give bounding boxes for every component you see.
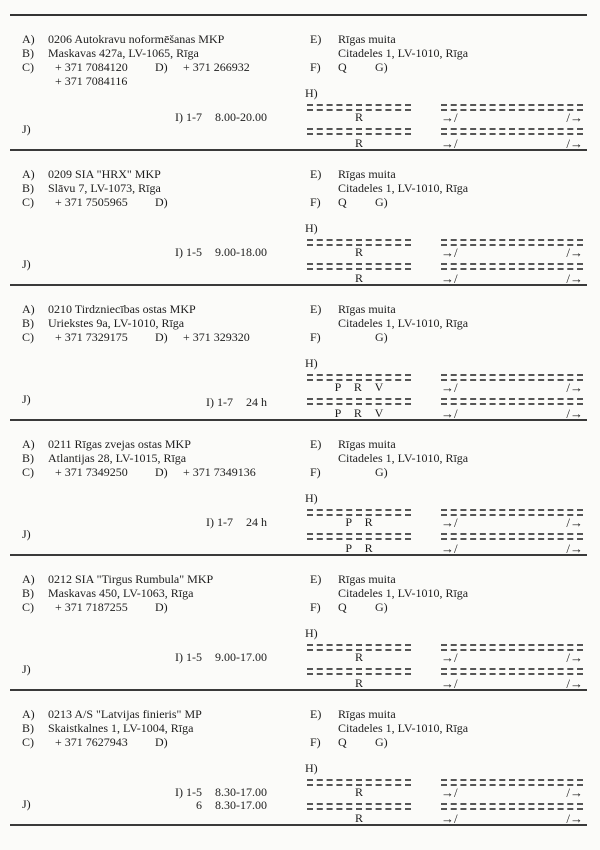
field-label-j: J) bbox=[22, 257, 31, 271]
field-label-e: E) bbox=[310, 707, 322, 721]
hours-time: 8.00-20.00 bbox=[215, 110, 267, 124]
dashed-line-right bbox=[441, 398, 583, 405]
dashed-line-right bbox=[441, 509, 583, 516]
f-value: Q bbox=[338, 60, 347, 74]
entry-left-column bbox=[10, 16, 305, 149]
entry-right-column bbox=[305, 151, 587, 284]
divider-dashed-row bbox=[305, 128, 587, 135]
working-hours bbox=[175, 246, 267, 259]
field-label-c: C) bbox=[22, 330, 34, 344]
dashed-line-right bbox=[441, 263, 583, 270]
field-label-c: C) bbox=[22, 465, 34, 479]
f-value: Q bbox=[338, 600, 347, 614]
divider-dashed-row bbox=[305, 398, 587, 405]
direction-arrows bbox=[441, 111, 583, 124]
customs-office-address: Citadeles 1, LV-1010, Rīga bbox=[338, 181, 469, 195]
field-label-j: J) bbox=[22, 122, 31, 136]
hours-time: 9.00-17.00 bbox=[215, 650, 267, 664]
hours-time: 8.30-17.00 bbox=[215, 785, 267, 799]
entry-right-column bbox=[305, 556, 587, 689]
field-label-i: I) bbox=[175, 650, 183, 664]
dashed-line-right bbox=[441, 779, 583, 786]
arrow-inbound-icon: /→ bbox=[566, 406, 583, 421]
field-label-a: A) bbox=[22, 572, 35, 586]
field-label-e: E) bbox=[310, 302, 322, 316]
point-name: 0211 Rīgas zvejas ostas MKP bbox=[48, 437, 191, 451]
direction-arrows bbox=[441, 516, 583, 529]
point-address: Maskavas 427a, LV-1065, Rīga bbox=[48, 46, 199, 60]
field-label-h: H) bbox=[305, 626, 318, 640]
service-codes: R bbox=[354, 136, 363, 150]
field-label-f: F) bbox=[310, 600, 321, 614]
arrow-outbound-icon: →/ bbox=[441, 650, 458, 665]
hours-time: 24 h bbox=[246, 515, 267, 529]
arrow-outbound-icon: →/ bbox=[441, 406, 458, 421]
f-value: Q bbox=[338, 735, 347, 749]
service-codes: R bbox=[354, 245, 363, 259]
phone-number: + 371 7349250 bbox=[55, 465, 128, 479]
phone-number: + 371 7505965 bbox=[55, 195, 128, 209]
field-label-g: G) bbox=[375, 330, 388, 344]
field-label-e: E) bbox=[310, 32, 322, 46]
field-label-g: G) bbox=[375, 735, 388, 749]
working-hours bbox=[175, 651, 267, 664]
field-label-a: A) bbox=[22, 707, 35, 721]
direction-arrows bbox=[441, 246, 583, 259]
field-label-h: H) bbox=[305, 356, 318, 370]
field-label-i: I) bbox=[206, 515, 214, 529]
dashed-line-right bbox=[441, 668, 583, 675]
arrow-outbound-icon: →/ bbox=[441, 811, 458, 826]
customs-office: Rīgas muita bbox=[338, 437, 396, 451]
field-label-b: B) bbox=[22, 181, 34, 195]
field-label-j: J) bbox=[22, 527, 31, 541]
customs-office: Rīgas muita bbox=[338, 302, 396, 316]
customs-office-address: Citadeles 1, LV-1010, Rīga bbox=[338, 721, 469, 735]
arrow-outbound-icon: →/ bbox=[441, 541, 458, 556]
hours-days: I) 1-7 bbox=[206, 395, 233, 409]
point-name: 0206 Autokravu noformēšanas MKP bbox=[48, 32, 225, 46]
arrow-inbound-icon: /→ bbox=[566, 811, 583, 826]
field-label-c: C) bbox=[22, 60, 34, 74]
field-label-h: H) bbox=[305, 491, 318, 505]
entry-right-column bbox=[305, 421, 587, 554]
field-label-d: D) bbox=[155, 60, 168, 74]
phone-number-2: + 371 7084116 bbox=[55, 74, 128, 88]
arrow-outbound-icon: →/ bbox=[441, 136, 458, 151]
direction-arrows bbox=[441, 381, 583, 394]
field-label-c: C) bbox=[22, 600, 34, 614]
service-codes: R bbox=[354, 785, 363, 799]
hours-days: I) 1-5 bbox=[175, 245, 202, 259]
entry-left-column bbox=[10, 691, 305, 824]
dashed-line-left bbox=[307, 803, 411, 810]
field-label-d: D) bbox=[155, 735, 168, 749]
customs-point-entry-0212 bbox=[10, 556, 587, 691]
customs-office: Rīgas muita bbox=[338, 572, 396, 586]
field-label-h: H) bbox=[305, 86, 318, 100]
point-address: Atlantijas 28, LV-1015, Rīga bbox=[48, 451, 187, 465]
phone-number: + 371 7084120 bbox=[55, 60, 128, 74]
field-label-f: F) bbox=[310, 60, 321, 74]
phone-number: + 371 7187255 bbox=[55, 600, 128, 614]
field-label-i: I) bbox=[175, 245, 183, 259]
entry-right-column bbox=[305, 691, 587, 824]
fax-number: + 371 7349136 bbox=[183, 465, 256, 479]
arrow-outbound-icon: →/ bbox=[441, 380, 458, 395]
service-codes: P R bbox=[345, 541, 373, 555]
service-codes: P R V bbox=[334, 380, 384, 394]
working-hours bbox=[206, 516, 267, 529]
service-codes: R bbox=[354, 650, 363, 664]
customs-points-page bbox=[10, 14, 587, 826]
arrow-inbound-icon: /→ bbox=[566, 380, 583, 395]
customs-office-address: Citadeles 1, LV-1010, Rīga bbox=[338, 451, 469, 465]
customs-office: Rīgas muita bbox=[338, 707, 396, 721]
dashed-line-right bbox=[441, 104, 583, 111]
field-label-i: I) bbox=[175, 110, 183, 124]
dashed-line-right bbox=[441, 803, 583, 810]
field-label-e: E) bbox=[310, 437, 322, 451]
field-label-f: F) bbox=[310, 195, 321, 209]
field-label-b: B) bbox=[22, 721, 34, 735]
customs-office: Rīgas muita bbox=[338, 167, 396, 181]
field-label-a: A) bbox=[22, 167, 35, 181]
field-label-b: B) bbox=[22, 451, 34, 465]
field-label-a: A) bbox=[22, 32, 35, 46]
phone-number: + 371 7329175 bbox=[55, 330, 128, 344]
dashed-line-left bbox=[307, 263, 411, 270]
point-address: Slāvu 7, LV-1073, Rīga bbox=[48, 181, 161, 195]
entry-left-column bbox=[10, 286, 305, 419]
field-label-j: J) bbox=[22, 392, 31, 406]
field-label-d: D) bbox=[155, 465, 168, 479]
entry-right-column bbox=[305, 286, 587, 419]
hours-time: 9.00-18.00 bbox=[215, 245, 267, 259]
arrow-outbound-icon: →/ bbox=[441, 245, 458, 260]
field-label-a: A) bbox=[22, 437, 35, 451]
dashed-line-right bbox=[441, 128, 583, 135]
field-label-e: E) bbox=[310, 572, 322, 586]
dashed-line-right bbox=[441, 533, 583, 540]
dashed-line-left bbox=[307, 398, 411, 405]
hours-days: I) 1-7 bbox=[175, 110, 202, 124]
service-codes: R bbox=[354, 110, 363, 124]
field-label-f: F) bbox=[310, 735, 321, 749]
field-label-d: D) bbox=[155, 195, 168, 209]
direction-arrows bbox=[441, 407, 583, 420]
f-value: Q bbox=[338, 195, 347, 209]
fax-number: + 371 329320 bbox=[183, 330, 250, 344]
dashed-line-right bbox=[441, 644, 583, 651]
field-label-h: H) bbox=[305, 221, 318, 235]
direction-arrows bbox=[441, 812, 583, 825]
hours-days: I) 1-7 bbox=[206, 515, 233, 529]
customs-point-entry-0206 bbox=[10, 16, 587, 151]
customs-point-entry-0209 bbox=[10, 151, 587, 286]
arrow-outbound-icon: →/ bbox=[441, 785, 458, 800]
point-name: 0209 SIA "HRX" MKP bbox=[48, 167, 161, 181]
arrow-inbound-icon: /→ bbox=[566, 515, 583, 530]
customs-point-entry-0211 bbox=[10, 421, 587, 556]
working-hours bbox=[206, 396, 267, 409]
field-label-c: C) bbox=[22, 195, 34, 209]
service-codes: R bbox=[354, 271, 363, 285]
entry-left-column bbox=[10, 556, 305, 689]
field-label-f: F) bbox=[310, 330, 321, 344]
dashed-line-left bbox=[307, 128, 411, 135]
direction-arrows bbox=[441, 137, 583, 150]
point-name: 0213 A/S "Latvijas finieris" MP bbox=[48, 707, 202, 721]
service-codes: P R V bbox=[334, 406, 384, 420]
direction-arrows bbox=[441, 677, 583, 690]
customs-office-address: Citadeles 1, LV-1010, Rīga bbox=[338, 316, 469, 330]
entry-right-column bbox=[305, 16, 587, 149]
dashed-line-right bbox=[441, 374, 583, 381]
service-codes: R bbox=[354, 811, 363, 825]
field-label-d: D) bbox=[155, 330, 168, 344]
field-label-g: G) bbox=[375, 600, 388, 614]
direction-arrows bbox=[441, 786, 583, 799]
dashed-line-left bbox=[307, 668, 411, 675]
point-name: 0212 SIA "Tirgus Rumbula" MKP bbox=[48, 572, 214, 586]
point-address: Uriekstes 9a, LV-1010, Rīga bbox=[48, 316, 185, 330]
customs-office-address: Citadeles 1, LV-1010, Rīga bbox=[338, 46, 469, 60]
field-label-i: I) bbox=[175, 785, 183, 799]
arrow-outbound-icon: →/ bbox=[441, 676, 458, 691]
service-codes: P R bbox=[345, 515, 373, 529]
arrow-inbound-icon: /→ bbox=[566, 676, 583, 691]
dashed-line-right bbox=[441, 239, 583, 246]
arrow-inbound-icon: /→ bbox=[566, 271, 583, 286]
direction-arrows bbox=[441, 272, 583, 285]
working-hours bbox=[175, 111, 267, 124]
field-label-g: G) bbox=[375, 465, 388, 479]
field-label-j: J) bbox=[22, 797, 31, 811]
field-label-a: A) bbox=[22, 302, 35, 316]
field-label-h: H) bbox=[305, 761, 318, 775]
divider-dashed-row bbox=[305, 803, 587, 810]
dashed-line-left bbox=[307, 533, 411, 540]
field-label-e: E) bbox=[310, 167, 322, 181]
customs-point-entry-0213 bbox=[10, 691, 587, 826]
point-address: Skaistkalnes 1, LV-1004, Rīga bbox=[48, 721, 194, 735]
hours-time-2: 8.30-17.00 bbox=[215, 798, 267, 812]
arrow-inbound-icon: /→ bbox=[566, 541, 583, 556]
fax-number: + 371 266932 bbox=[183, 60, 250, 74]
field-label-g: G) bbox=[375, 195, 388, 209]
field-label-b: B) bbox=[22, 586, 34, 600]
arrow-inbound-icon: /→ bbox=[566, 650, 583, 665]
field-label-g: G) bbox=[375, 60, 388, 74]
arrow-inbound-icon: /→ bbox=[566, 110, 583, 125]
field-label-b: B) bbox=[22, 316, 34, 330]
customs-office-address: Citadeles 1, LV-1010, Rīga bbox=[338, 586, 469, 600]
field-label-d: D) bbox=[155, 600, 168, 614]
direction-arrows bbox=[441, 542, 583, 555]
working-hours bbox=[175, 786, 267, 812]
direction-arrows bbox=[441, 651, 583, 664]
hours-time: 24 h bbox=[246, 395, 267, 409]
hours-days: I) 1-5 bbox=[175, 785, 202, 799]
arrow-outbound-icon: →/ bbox=[441, 271, 458, 286]
hours-days-2: 6 bbox=[196, 798, 202, 812]
point-address: Maskavas 450, LV-1063, Rīga bbox=[48, 586, 194, 600]
arrow-inbound-icon: /→ bbox=[566, 136, 583, 151]
arrow-outbound-icon: →/ bbox=[441, 515, 458, 530]
divider-dashed-row bbox=[305, 533, 587, 540]
field-label-b: B) bbox=[22, 46, 34, 60]
arrow-outbound-icon: →/ bbox=[441, 110, 458, 125]
customs-point-entry-0210 bbox=[10, 286, 587, 421]
point-name: 0210 Tirdzniecības ostas MKP bbox=[48, 302, 196, 316]
hours-days: I) 1-5 bbox=[175, 650, 202, 664]
entry-left-column bbox=[10, 421, 305, 554]
field-label-f: F) bbox=[310, 465, 321, 479]
entry-left-column bbox=[10, 151, 305, 284]
phone-number: + 371 7627943 bbox=[55, 735, 128, 749]
arrow-inbound-icon: /→ bbox=[566, 245, 583, 260]
service-codes: R bbox=[354, 676, 363, 690]
divider-dashed-row bbox=[305, 263, 587, 270]
arrow-inbound-icon: /→ bbox=[566, 785, 583, 800]
field-label-i: I) bbox=[206, 395, 214, 409]
divider-dashed-row bbox=[305, 668, 587, 675]
customs-office: Rīgas muita bbox=[338, 32, 396, 46]
field-label-j: J) bbox=[22, 662, 31, 676]
field-label-c: C) bbox=[22, 735, 34, 749]
